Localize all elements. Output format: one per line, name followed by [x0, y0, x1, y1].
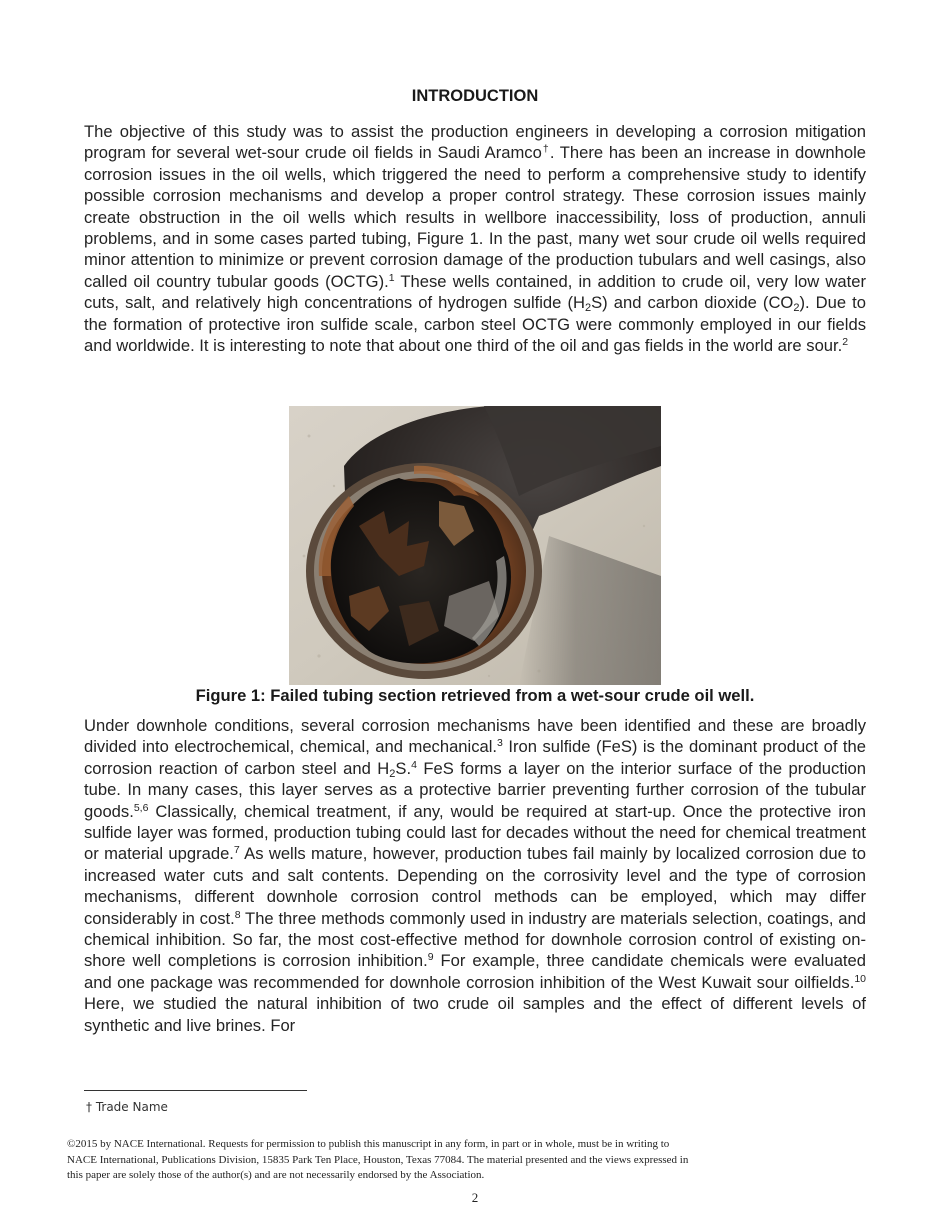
text-run: For example, three candidate chemicals were evaluated and one package was recommended for downhole corrosion inhibition of the West Kuwait sour oilfields.: [84, 951, 866, 992]
footnote-text: Trade Name: [92, 1100, 168, 1114]
text-run: The three methods commonly used in industry are materials selection, coatings, and chemical inhibition. So far, the most cost-effective method for downhole corrosion control of existing on-shore well completions is corrosion inhibition.: [84, 908, 866, 971]
citation-ref: 1: [388, 271, 395, 284]
figure-1-caption: Figure 1: Failed tubing section retrieved from a wet-sour crude oil well.: [195, 686, 755, 705]
citation-ref: 5,6: [133, 801, 149, 814]
citation-ref: 7: [233, 844, 240, 857]
text-run: Here, we studied the natural inhibition of two crude oil samples and the effect of different levels of synthetic and live brines. For: [84, 994, 866, 1035]
copyright-line: ©2015 by NACE International. Requests for permission to publish this manuscript in any form, in part or in whole, must be in writing to: [67, 1138, 670, 1150]
text-run: S) and carbon dioxide (CO: [591, 293, 794, 313]
citation-ref: 10: [854, 972, 866, 985]
text-run: The objective of this study was to assist the production engineers in developing a corrosion mitigation program for several wet-sour crude oil fields in Saudi Aramco: [84, 122, 866, 163]
page-number: 2: [471, 1190, 479, 1205]
text-run: These wells contained, in addition to crude oil, very low water cuts, salt, and relatively high concentrations of hydrogen sulfide (H: [84, 271, 866, 313]
dagger-mark: †: [541, 143, 550, 156]
citation-ref: 4: [411, 758, 417, 771]
subscript: 2: [793, 302, 800, 315]
citation-ref: 9: [427, 951, 434, 964]
citation-ref: 3: [497, 737, 503, 750]
citation-ref: 2: [842, 336, 849, 349]
copyright-line: NACE International, Publications Division, 15835 Park Ten Place, Houston, Texas 77084. The material presented and the views expressed in: [67, 1153, 689, 1166]
text-run: FeS forms a layer on the interior surface of the production tube. In many cases, this layer serves as a protective barrier preventing further corrosion of the tubular goods.: [84, 758, 866, 821]
footnote-divider: [84, 1090, 307, 1091]
figure-1-photo: [289, 406, 661, 685]
text-run: Classically, chemical treatment, if any, would be required at start-up. Once the protective iron sulfide layer was formed, production tubing could last for decades without the need for chemical treatment or material upgrade.: [84, 801, 866, 864]
intro-paragraph-1: [84, 121, 866, 356]
text-run: S.: [395, 758, 412, 778]
footnote-mark: †: [86, 1100, 92, 1114]
text-run: ). Due to the formation of protective iron sulfide scale, carbon steel OCTG were commonly employed in our fields and worldwide. It is interesting to note that about one third of the oil and gas fields in the world are sour.: [84, 293, 866, 356]
intro-paragraph-2: [84, 715, 866, 1036]
text-run: . There has been an increase in downhole corrosion issues in the oil wells, which triggered the need to perform a comprehensive study to identify possible corrosion mechanisms and develop a proper control strategy. These corrosion issues mainly create obstruction in the oil wells which results in wellbore inaccessibility, loss of production, annuli problems, and in some cases parted tubing, Figure 1. In the past, many wet sour crude oil wells required minor attention to minimize or prevent corrosion damage of the production tubulars and well casings, also called oil country tubular goods (OCTG).: [84, 143, 867, 291]
section-heading: INTRODUCTION: [411, 87, 539, 105]
footnote: [86, 1100, 168, 1114]
subscript: 2: [389, 767, 396, 780]
subscript: 2: [584, 302, 592, 315]
text-run: Under downhole conditions, several corrosion mechanisms have been identified and these are broadly divided into electrochemical, chemical, and mechanical.: [84, 716, 866, 757]
citation-ref: 8: [234, 908, 241, 921]
text-run: Iron sulfide (FeS) is the dominant product of the corrosion reaction of carbon steel and H: [84, 737, 866, 778]
text-run: As wells mature, however, production tubes fail mainly by localized corrosion due to increased water cuts and salt contents. Depending on the corrosivity level and the type of corrosion mechanisms, different downhole corrosion control methods can be employed, which may differ considerably in cost.: [84, 844, 866, 928]
copyright-notice: [67, 1137, 787, 1184]
copyright-line: this paper are solely those of the author(s) and are not necessarily endorsed by the Association.: [67, 1169, 485, 1181]
corroded-tubing-image: [289, 406, 661, 685]
